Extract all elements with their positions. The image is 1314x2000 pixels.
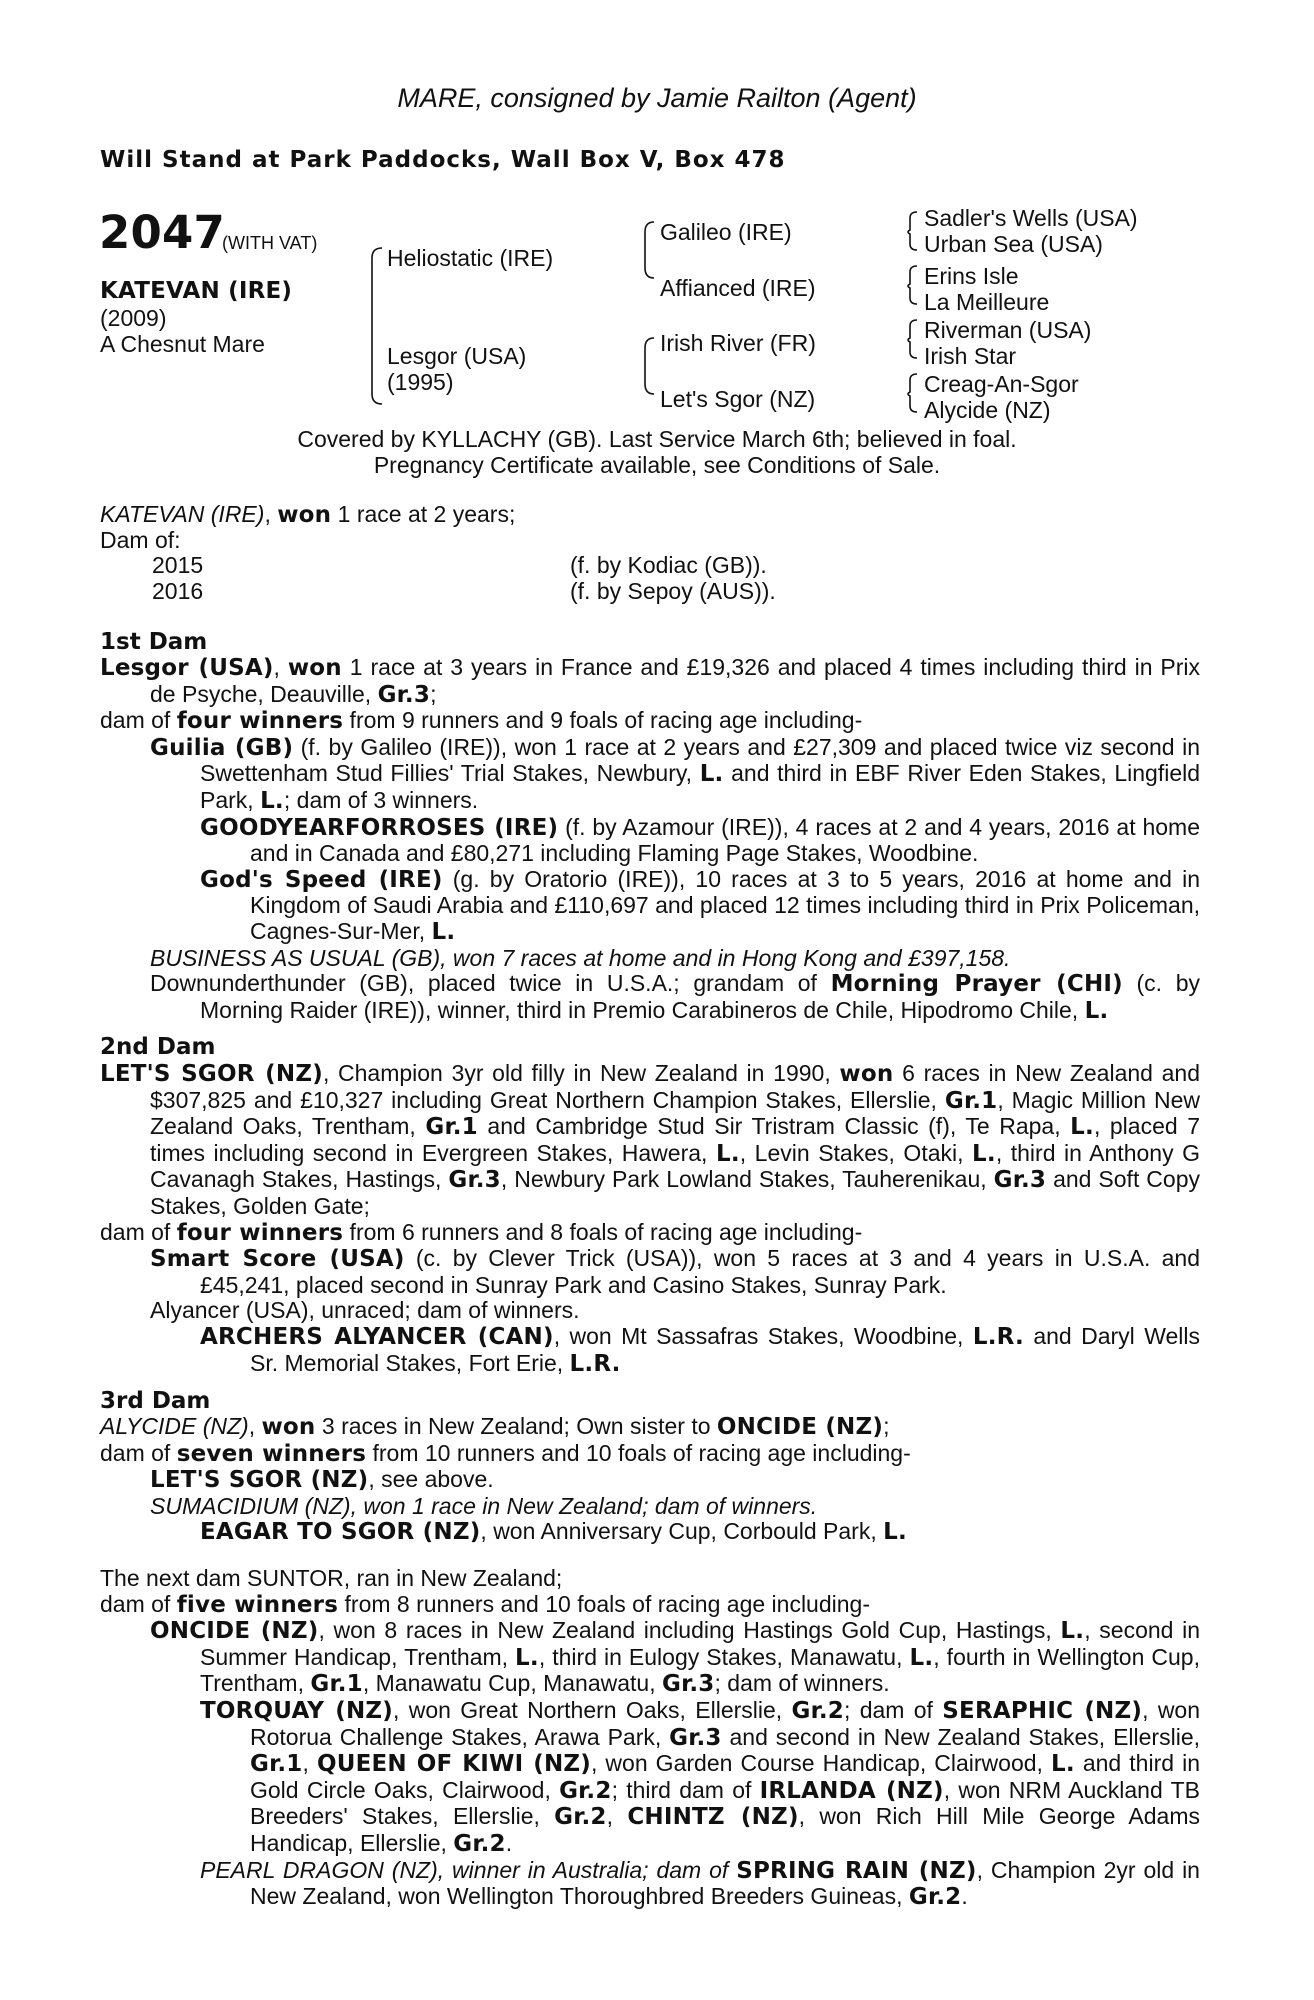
- td-sep: ,: [248, 1413, 262, 1439]
- td-oncide: ONCIDE (NZ): [716, 1414, 884, 1440]
- dam-of-text: dam of: [100, 1439, 177, 1466]
- first-dam-heading: 1st Dam: [100, 629, 208, 655]
- pedigree-ggd-4: Alycide (NZ): [924, 397, 1051, 423]
- business-as-usual: BUSINESS AS USUAL (GB), won 7 races at home and in Hong Kong and £397,158.: [150, 944, 1011, 971]
- tq2: ; dam of: [844, 1696, 943, 1723]
- pedigree-dam-year: (1995): [387, 369, 454, 395]
- tg3: Gr.3: [669, 1724, 722, 1751]
- oncide-t2: , second in Summer Handicap, Trentham,: [200, 1617, 1201, 1670]
- pearl-text2: , Champion 2yr old in New Zealand, won Wellington Thoroughbred Breeders Guineas,: [250, 1856, 1200, 1910]
- oncide-g3: Gr.3: [662, 1671, 715, 1698]
- oncide-t6: ; dam of winners.: [714, 1670, 890, 1697]
- stabling-location: Will Stand at Park Paddocks, Wall Box V, Box 478: [100, 147, 786, 173]
- pedigree-ggs-2: Erins Isle: [924, 263, 1019, 289]
- sd-l1: L.: [1070, 1114, 1094, 1141]
- tg1: Gr.1: [250, 1751, 303, 1778]
- tq11: , won Rich Hill Mile George Adams Handicap, Ellerslie,: [250, 1803, 1201, 1856]
- oncide-l1: L.: [1060, 1618, 1085, 1645]
- archers-text: , won Mt Sassafras Stakes, Woodbine,: [553, 1322, 973, 1349]
- oncide-g1: Gr.1: [310, 1671, 363, 1698]
- dam-of-label: Dam of:: [100, 527, 181, 553]
- winners-count: four winners: [176, 1219, 344, 1246]
- pearl-g2: Gr.2: [908, 1884, 962, 1911]
- produce-desc: (f. by Kodiac (GB)).: [570, 552, 767, 578]
- godsspeed-name: God's Speed (IRE): [200, 866, 443, 893]
- archers-lr2: L.R.: [569, 1350, 621, 1377]
- sd-t5: , placed 7 times including second in Evergreen Stakes, Hawera,: [150, 1113, 1200, 1166]
- tq1: , won Great Northern Oaks, Ellerslie,: [393, 1696, 792, 1723]
- dam-of-rest: from 6 runners and 8 foals of racing age including-: [343, 1218, 863, 1245]
- covered-line: Covered by KYLLACHY (GB). Last Service March 6th; believed in foal.: [297, 426, 1017, 452]
- sd-l2: L.: [715, 1140, 740, 1167]
- seraphic-name: SERAPHIC (NZ): [942, 1697, 1143, 1724]
- dam-of-rest: from 9 runners and 9 foals of racing age including-: [343, 707, 863, 734]
- sd-t1: , Champion 3yr old filly in New Zealand in 1990,: [322, 1060, 840, 1086]
- tq9: , won NRM Auckland TB Breeders' Stakes, Ellerslie,: [250, 1776, 1200, 1830]
- morning-prayer: Morning Prayer (CHI): [830, 971, 1123, 998]
- td-t2: ;: [883, 1413, 890, 1439]
- pedigree-ggd-3: Irish Star: [924, 343, 1017, 369]
- vat-label: (WITH VAT): [222, 233, 318, 253]
- horse-year: (2009): [100, 305, 167, 331]
- alyancer-line: Alyancer (USA), unraced; dam of winners.: [150, 1297, 580, 1324]
- smart-score-name: Smart Score (USA): [150, 1246, 405, 1273]
- sd-g1b: Gr.1: [425, 1114, 478, 1141]
- first-dam-text: 1 race at 3 years in France and £19,326 and placed 4 times including third in Prix de Psyche, Deauville,: [150, 654, 1201, 707]
- intro-name: KATEVAN (IRE): [100, 501, 265, 527]
- next-dam-line: The next dam SUNTOR, ran in New Zealand;: [100, 1565, 563, 1591]
- horse-name: KATEVAN (IRE): [100, 278, 293, 304]
- second-dam-record: [100, 1061, 1200, 1377]
- third-dam-record: [100, 1414, 1200, 1546]
- lets-sgor-name: LET'S SGOR (NZ): [150, 1467, 369, 1494]
- tq7: and third in Gold Circle Oaks, Clairwood,: [250, 1750, 1200, 1803]
- tg2c: Gr.2: [554, 1804, 607, 1831]
- tq10: ,: [606, 1803, 628, 1830]
- tg2b: Gr.2: [559, 1777, 612, 1804]
- pedigree-dam: Lesgor (USA): [387, 343, 527, 369]
- oncide-t5: , Manawatu Cup, Manawatu,: [362, 1670, 663, 1697]
- guilia-text2: and third in EBF River Eden Stakes, Lingfield Park,: [200, 760, 1201, 813]
- first-dam-grade: Gr.3: [377, 681, 431, 708]
- tg2: Gr.2: [791, 1697, 844, 1724]
- produce-desc: (f. by Sepoy (AUS)).: [570, 578, 776, 604]
- irlanda-name: IRLANDA (NZ): [759, 1777, 944, 1804]
- goodyear-name: GOODYEARFORROSES (IRE): [200, 814, 559, 841]
- winners-count: four winners: [176, 708, 344, 735]
- sd-t3: , Magic Million New Zealand Oaks, Trentham,: [150, 1086, 1201, 1140]
- td-t1: 3 races in New Zealand; Own sister to: [315, 1413, 717, 1439]
- guilia-listed2: L.: [260, 787, 284, 814]
- archers-lr: L.R.: [972, 1323, 1024, 1350]
- sumacidium-line: SUMACIDIUM (NZ), won 1 race in New Zealand; dam of winners.: [150, 1492, 818, 1519]
- oncide-t3: , third in Eulogy Stakes, Manawatu,: [538, 1643, 910, 1670]
- pedigree-grandsire-1: Galileo (IRE): [660, 219, 792, 245]
- tl: L.: [1051, 1751, 1075, 1778]
- dam-of-text: dam of: [100, 1218, 177, 1245]
- tq4: and second in New Zealand Stakes, Ellerslie,: [721, 1723, 1200, 1750]
- pedigree-granddam-1: Affianced (IRE): [660, 275, 816, 301]
- pedigree-ggd-1: Urban Sea (USA): [924, 231, 1103, 257]
- first-dam-won: won: [287, 655, 342, 681]
- produce-year: 2015: [152, 552, 204, 578]
- tq3: , won Rotorua Challenge Stakes, Arawa Park,: [250, 1696, 1201, 1750]
- sd-t9: and Soft Copy Stakes, Golden Gate;: [150, 1166, 1201, 1219]
- smart-score-text: (c. by Clever Trick (USA)), won 5 races at 3 and 4 years in U.S.A. and £45,241, placed second in Sunray Park and Casino Stakes, Sunray Park.: [200, 1245, 1201, 1298]
- tq12: .: [505, 1829, 513, 1856]
- intro-won: won: [277, 502, 332, 528]
- guilia-name: Guilia (GB): [150, 734, 294, 761]
- oncide-l2: L.: [515, 1644, 539, 1671]
- guilia-end: ; dam of 3 winners.: [283, 786, 479, 813]
- tq8: ; third dam of: [611, 1776, 760, 1803]
- eagar-listed: L.: [883, 1519, 907, 1546]
- intro-rest: 1 race at 2 years;: [337, 501, 516, 527]
- oncide-name: ONCIDE (NZ): [150, 1618, 319, 1645]
- archers-text2: and Daryl Wells Sr. Memorial Stakes, Fort Erie,: [250, 1322, 1201, 1376]
- consignor-title: MARE, consigned by Jamie Railton (Agent): [397, 83, 917, 113]
- archers-name: ARCHERS ALYANCER (CAN): [200, 1323, 554, 1350]
- sd-g3a: Gr.3: [448, 1167, 501, 1194]
- lot-number: 2047: [99, 206, 226, 259]
- td-won: won: [261, 1414, 316, 1440]
- winners-count: seven winners: [176, 1440, 367, 1467]
- sd-won: won: [839, 1061, 894, 1087]
- eagar-name: EAGAR TO SGOR (NZ): [200, 1519, 481, 1546]
- sd-t2: 6 races in New Zealand and $307,825 and £10,327 including Great Northern Champion Stakes, Ellerslie,: [150, 1060, 1201, 1113]
- goodyear-text: (f. by Azamour (IRE)), 4 races at 2 and 4 years, 2016 at home and in Canada and £80,271 including Flaming Page Stakes, Woodbine.: [250, 813, 1200, 867]
- first-dam-end: ;: [430, 680, 437, 707]
- godsspeed-listed: L.: [431, 918, 456, 945]
- guilia-text: (f. by Galileo (IRE)), won 1 race at 2 years and £27,309 and placed twice viz second in Swettenham Stud Fillies' Trial Stakes, Newbury,: [200, 733, 1200, 787]
- tq6: , won Garden Course Handicap, Clairwood,: [590, 1750, 1051, 1777]
- lets-sgor-text: , see above.: [368, 1466, 494, 1493]
- torquay-name: TORQUAY (NZ): [200, 1697, 394, 1724]
- pregnancy-line: Pregnancy Certificate available, see Conditions of Sale.: [373, 452, 941, 478]
- dam-of-rest: from 10 runners and 10 foals of racing age including-: [366, 1439, 911, 1466]
- second-dam-name: LET'S SGOR (NZ): [100, 1061, 323, 1087]
- first-dam-record: [100, 655, 1200, 1024]
- sd-t4: and Cambridge Stud Sir Tristram Classic (f), Te Rapa,: [477, 1113, 1071, 1140]
- tg2d: Gr.2: [453, 1830, 506, 1857]
- eagar-text: , won Anniversary Cup, Corbould Park,: [480, 1518, 884, 1545]
- produce-year: 2016: [152, 578, 204, 604]
- down-listed: L.: [1084, 997, 1109, 1024]
- pedigree-ggs-3: Riverman (USA): [924, 317, 1092, 343]
- sd-g3b: Gr.3: [993, 1167, 1047, 1194]
- pedigree-ggd-2: La Meilleure: [924, 289, 1050, 315]
- pedigree-granddam-2: Let's Sgor (NZ): [660, 386, 816, 412]
- dam-of-text: dam of: [100, 1590, 177, 1617]
- next-dam-record: [100, 1566, 1200, 1911]
- first-dam-sep: ,: [273, 654, 288, 680]
- pedigree-sire: Heliostatic (IRE): [387, 245, 554, 271]
- sd-g1a: Gr.1: [944, 1087, 998, 1114]
- pedigree-ggs-1: Sadler's Wells (USA): [924, 205, 1138, 231]
- spring-rain-name: SPRING RAIN (NZ): [736, 1857, 977, 1884]
- sd-t8: , Newbury Park Lowland Stakes, Tauherenikau,: [500, 1166, 994, 1193]
- pearl-dragon-text: PEARL DRAGON (NZ), winner in Australia; dam of: [200, 1856, 737, 1883]
- pedigree-ggs-4: Creag-An-Sgor: [924, 371, 1079, 397]
- third-dam-heading: 3rd Dam: [100, 1388, 211, 1414]
- third-dam-name: ALYCIDE (NZ): [100, 1413, 249, 1439]
- second-dam-heading: 2nd Dam: [100, 1034, 216, 1060]
- dam-of-text: dam of: [100, 707, 177, 734]
- sd-t7: , third in Anthony G Cavanagh Stakes, Hastings,: [150, 1139, 1200, 1193]
- intro-comma: ,: [264, 501, 271, 527]
- sd-t6: , Levin Stakes, Otaki,: [739, 1139, 973, 1166]
- down-text: Downunderthunder (GB), placed twice in U.S.A.; grandam of: [150, 970, 831, 997]
- guilia-listed: L.: [699, 761, 724, 788]
- oncide-t1: , won 8 races in New Zealand including Hastings Gold Cup, Hastings,: [318, 1617, 1061, 1644]
- pedigree-grandsire-2: Irish River (FR): [660, 330, 816, 356]
- down-text2: (c. by Morning Raider (IRE)), winner, third in Premio Carabineros de Chile, Hipodromo Chile,: [200, 970, 1200, 1023]
- oncide-l3: L.: [909, 1644, 934, 1671]
- queen-of-kiwi-name: QUEEN OF KIWI (NZ): [316, 1751, 591, 1778]
- horse-description: A Chesnut Mare: [100, 331, 265, 357]
- chintz-name: CHINTZ (NZ): [627, 1804, 799, 1831]
- sd-l3: L.: [972, 1140, 996, 1167]
- tq5: ,: [302, 1750, 317, 1777]
- oncide-t4: , fourth in Wellington Cup, Trentham,: [200, 1643, 1200, 1697]
- winners-count: five winners: [176, 1591, 339, 1618]
- dam-of-rest: from 8 runners and 10 foals of racing age including-: [338, 1590, 870, 1617]
- intro-record: [100, 502, 515, 529]
- pearl-end: .: [961, 1883, 968, 1910]
- godsspeed-text: (g. by Oratorio (IRE)), 10 races at 3 to 5 years, 2016 at home and in Kingdom of Saudi Arabia and £110,697 and placed 12 times including third in Prix Policeman, Cagnes-Sur-Mer,: [250, 865, 1200, 944]
- first-dam-name: Lesgor (USA): [100, 655, 274, 681]
